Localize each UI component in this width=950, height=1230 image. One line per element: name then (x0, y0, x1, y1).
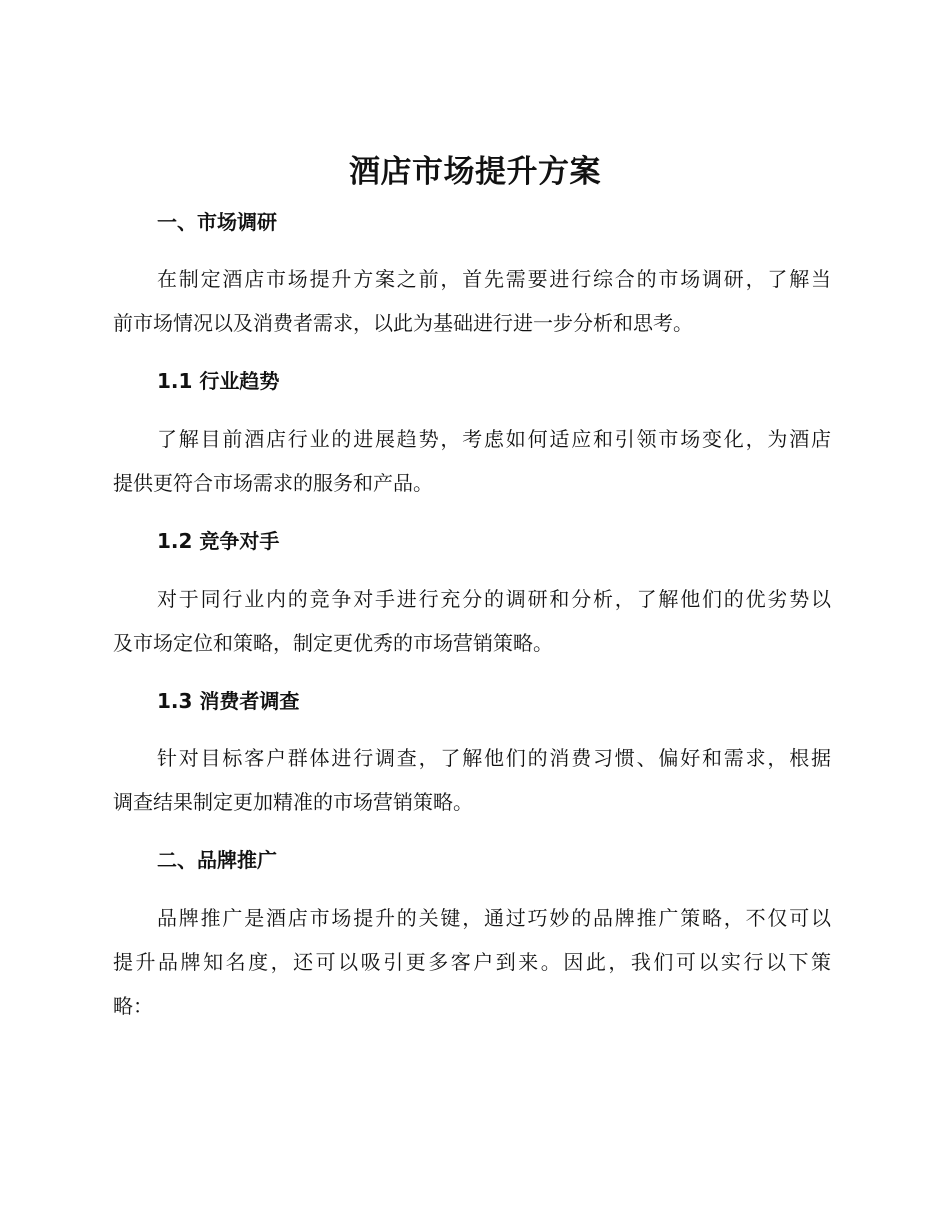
paragraph-line: 略： (113, 994, 153, 1018)
document-title: 酒店市场提升方案 (349, 154, 601, 190)
paragraph-consumer-survey (113, 736, 831, 824)
section-heading-brand-promotion: 二、品牌推广 (157, 848, 277, 872)
paragraph-line: 在制定酒店市场提升方案之前，首先需要进行综合的市场调研，了解当 (157, 267, 831, 291)
paragraph-line: 了解目前酒店行业的进展趋势，考虑如何适应和引领市场变化，为酒店 (157, 427, 831, 451)
paragraph-line: 调查结果制定更加精准的市场营销策略。 (113, 790, 473, 814)
section-heading-consumer-survey: 1.3 消费者调查 (157, 689, 300, 713)
paragraph-line: 提升品牌知名度，还可以吸引更多客户到来。因此，我们可以实行以下策 (113, 950, 831, 974)
paragraph-line: 提供更符合市场需求的服务和产品。 (113, 471, 433, 495)
paragraph-line: 对于同行业内的竞争对手进行充分的调研和分析，了解他们的优劣势以 (157, 587, 831, 611)
paragraph-industry-trends (113, 417, 831, 505)
section-heading-competitors: 1.2 竞争对手 (157, 529, 280, 553)
paragraph-line: 前市场情况以及消费者需求，以此为基础进行进一步分析和思考。 (113, 311, 693, 335)
paragraph-line: 品牌推广是酒店市场提升的关键，通过巧妙的品牌推广策略，不仅可以 (157, 906, 831, 930)
paragraph-brand-promotion (113, 896, 831, 1028)
paragraph-line: 针对目标客户群体进行调查，了解他们的消费习惯、偏好和需求，根据 (157, 746, 831, 770)
section-heading-industry-trends: 1.1 行业趋势 (157, 369, 280, 393)
paragraph-market-research (113, 257, 831, 345)
paragraph-line: 及市场定位和策略，制定更优秀的市场营销策略。 (113, 631, 553, 655)
paragraph-competitors (113, 577, 831, 665)
section-heading-market-research: 一、市场调研 (157, 210, 277, 234)
